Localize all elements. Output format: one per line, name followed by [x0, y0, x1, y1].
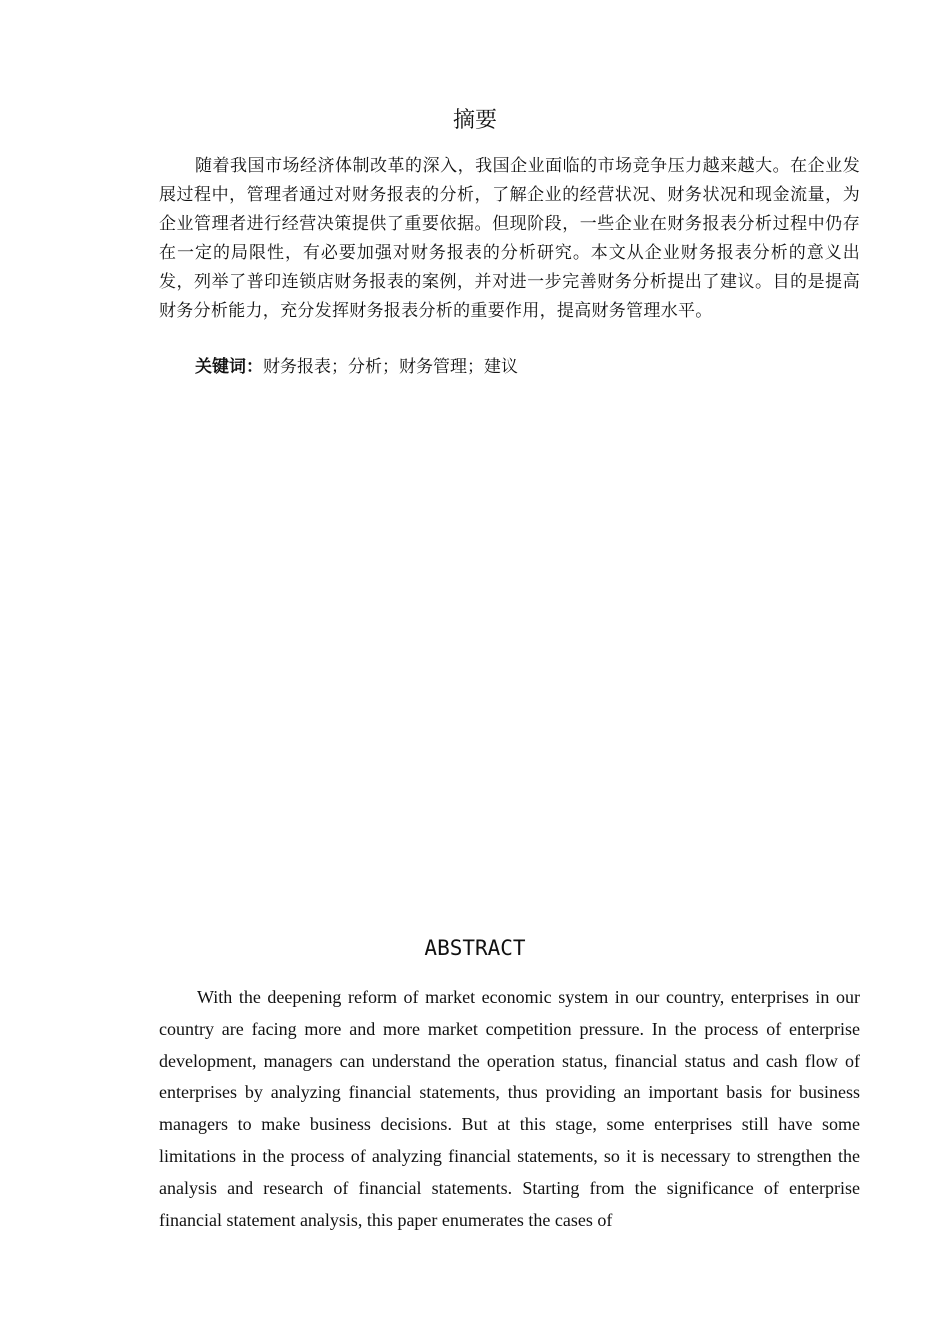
chinese-keywords-label: 关键词：	[195, 357, 263, 377]
chinese-keywords-list: 财务报表；分析；财务管理；建议	[263, 357, 518, 377]
english-abstract-title: ABSTRACT	[424, 936, 526, 960]
chinese-abstract-title: 摘要	[452, 108, 497, 133]
chinese-keywords	[159, 353, 860, 382]
english-abstract-body: With the deepening reform of market economic system in our country, enterprises in our country are facing more and more market competition pressure. In the process of enterprise development, managers can understand the operation status, financial status and cash flow of enterprises by analyzing financial statements, thus providing an important basis for business managers to make business decisions. But at this stage, some enterprises still have some limitations in the process of analyzing financial statements, so it is necessary to strengthen the analysis and research of financial statements. Starting from the significance of enterprise financial statement analysis, this paper enumerates the cases of	[159, 987, 860, 1230]
chinese-abstract-body: 随着我国市场经济体制改革的深入，我国企业面临的市场竞争压力越来越大。在企业发展过程中，管理者通过对财务报表的分析，了解企业的经营状况、财务状况和现金流量，为企业管理者进行经营决策提供了重要依据。但现阶段，一些企业在财务报表分析过程中仍存在一定的局限性，有必要加强对财务报表的分析研究。本文从企业财务报表分析的意义出发，列举了普印连锁店财务报表的案例，并对进一步完善财务分析提出了建议。目的是提高财务分析能力，充分发挥财务报表分析的重要作用，提高财务管理水平。	[159, 156, 860, 321]
